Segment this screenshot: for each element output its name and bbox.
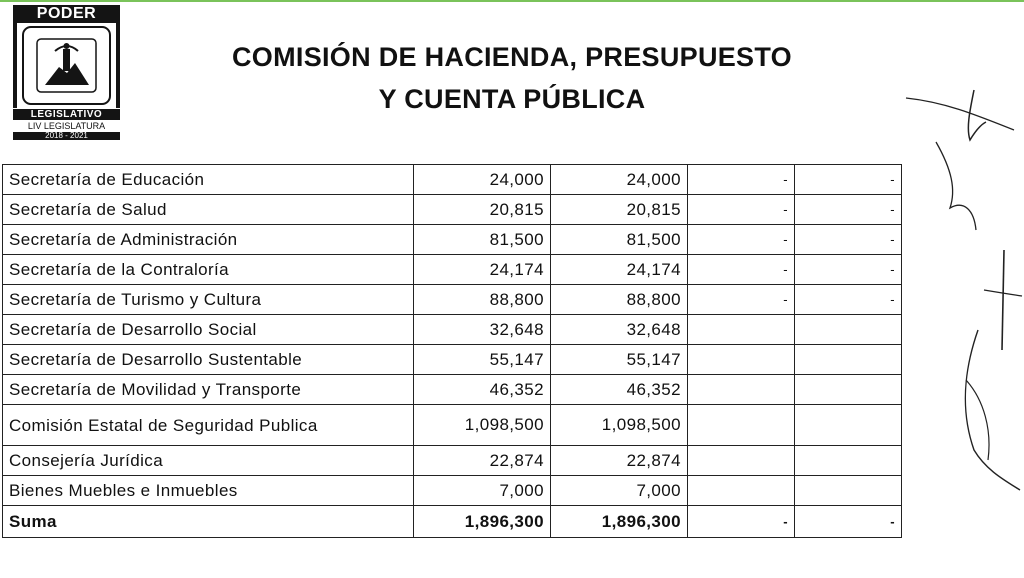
amount-cell-2: 1,098,500: [551, 405, 688, 446]
amount-cell-3: [688, 375, 795, 405]
row-name-cell: Comisión Estatal de Seguridad Publica: [3, 405, 414, 446]
amount-cell-3: -: [688, 285, 795, 315]
amount-cell-2: 55,147: [551, 345, 688, 375]
amount-cell-3: -: [688, 255, 795, 285]
amount-cell-4: -: [795, 285, 902, 315]
table-row: [3, 446, 902, 476]
amount-cell-1: 55,147: [414, 345, 551, 375]
amount-cell-4: [795, 375, 902, 405]
amount-cell-3: -: [688, 225, 795, 255]
table-row: [3, 165, 902, 195]
amount-cell-4: [795, 446, 902, 476]
logo-bottom-text: LEGISLATIVO: [13, 109, 120, 120]
row-name-cell: Secretaría de Administración: [3, 225, 414, 255]
amount-cell-4: -: [795, 255, 902, 285]
amount-cell-1: 7,000: [414, 476, 551, 506]
emblem-icon: [17, 23, 116, 108]
amount-cell-4: -: [795, 225, 902, 255]
amount-cell-3: [688, 315, 795, 345]
amount-cell-3: -: [688, 165, 795, 195]
table-row: [3, 225, 902, 255]
amount-cell-2: 88,800: [551, 285, 688, 315]
amount-cell-1: 20,815: [414, 195, 551, 225]
amount-cell-2: 7,000: [551, 476, 688, 506]
amount-cell-3: [688, 446, 795, 476]
amount-cell-1: 24,174: [414, 255, 551, 285]
amount-cell-4: -: [795, 165, 902, 195]
row-name-cell: Secretaría de Educación: [3, 165, 414, 195]
amount-cell-2: 24,000: [551, 165, 688, 195]
amount-cell-4: -: [795, 195, 902, 225]
row-name-cell: Secretaría de Turismo y Cultura: [3, 285, 414, 315]
amount-cell-4: [795, 345, 902, 375]
table-row: [3, 285, 902, 315]
amount-cell-2: 22,874: [551, 446, 688, 476]
amount-cell-4: [795, 405, 902, 446]
document-title: [142, 36, 882, 120]
amount-cell-3: [688, 345, 795, 375]
amount-cell-1: 1,098,500: [414, 405, 551, 446]
amount-cell-1: 24,000: [414, 165, 551, 195]
amount-cell-2: 20,815: [551, 195, 688, 225]
row-name-cell: Secretaría de Salud: [3, 195, 414, 225]
total-row: [3, 506, 902, 538]
table-row: [3, 195, 902, 225]
amount-cell-2: 32,648: [551, 315, 688, 345]
amount-cell-1: 1,896,300: [414, 506, 551, 538]
amount-cell-3: [688, 476, 795, 506]
table-row: [3, 315, 902, 345]
title-line-2: Y CUENTA PÚBLICA: [378, 84, 646, 114]
row-name-cell: Secretaría de Desarrollo Social: [3, 315, 414, 345]
amount-cell-1: 22,874: [414, 446, 551, 476]
row-name-cell: Secretaría de la Contraloría: [3, 255, 414, 285]
table-row: [3, 345, 902, 375]
handwritten-signatures: [904, 80, 1024, 500]
top-rule: [0, 0, 1024, 2]
amount-cell-2: 46,352: [551, 375, 688, 405]
amount-cell-2: 24,174: [551, 255, 688, 285]
row-name-cell: Consejería Jurídica: [3, 446, 414, 476]
table-row: [3, 255, 902, 285]
poder-legislativo-logo: [13, 5, 120, 145]
amount-cell-2: 1,896,300: [551, 506, 688, 538]
amount-cell-3: -: [688, 506, 795, 538]
amount-cell-1: 32,648: [414, 315, 551, 345]
amount-cell-1: 88,800: [414, 285, 551, 315]
table-row: [3, 375, 902, 405]
amount-cell-1: 81,500: [414, 225, 551, 255]
amount-cell-4: [795, 476, 902, 506]
row-name-cell: Bienes Muebles e Inmuebles: [3, 476, 414, 506]
amount-cell-2: 81,500: [551, 225, 688, 255]
logo-emblem: [13, 23, 120, 108]
amount-cell-3: [688, 405, 795, 446]
title-line-1: COMISIÓN DE HACIENDA, PRESUPUESTO: [232, 42, 792, 72]
amount-cell-1: 46,352: [414, 375, 551, 405]
table-row: [3, 405, 902, 446]
row-name-cell: Suma: [3, 506, 414, 538]
logo-legislature: LIV LEGISLATURA: [27, 121, 106, 131]
logo-top-text: PODER: [13, 5, 120, 23]
budget-table: [2, 164, 902, 538]
table-row: [3, 476, 902, 506]
amount-cell-4: -: [795, 506, 902, 538]
logo-years: 2018 - 2021: [13, 132, 120, 140]
amount-cell-3: -: [688, 195, 795, 225]
budget-table-body: [3, 165, 902, 538]
row-name-cell: Secretaría de Movilidad y Transporte: [3, 375, 414, 405]
amount-cell-4: [795, 315, 902, 345]
row-name-cell: Secretaría de Desarrollo Sustentable: [3, 345, 414, 375]
